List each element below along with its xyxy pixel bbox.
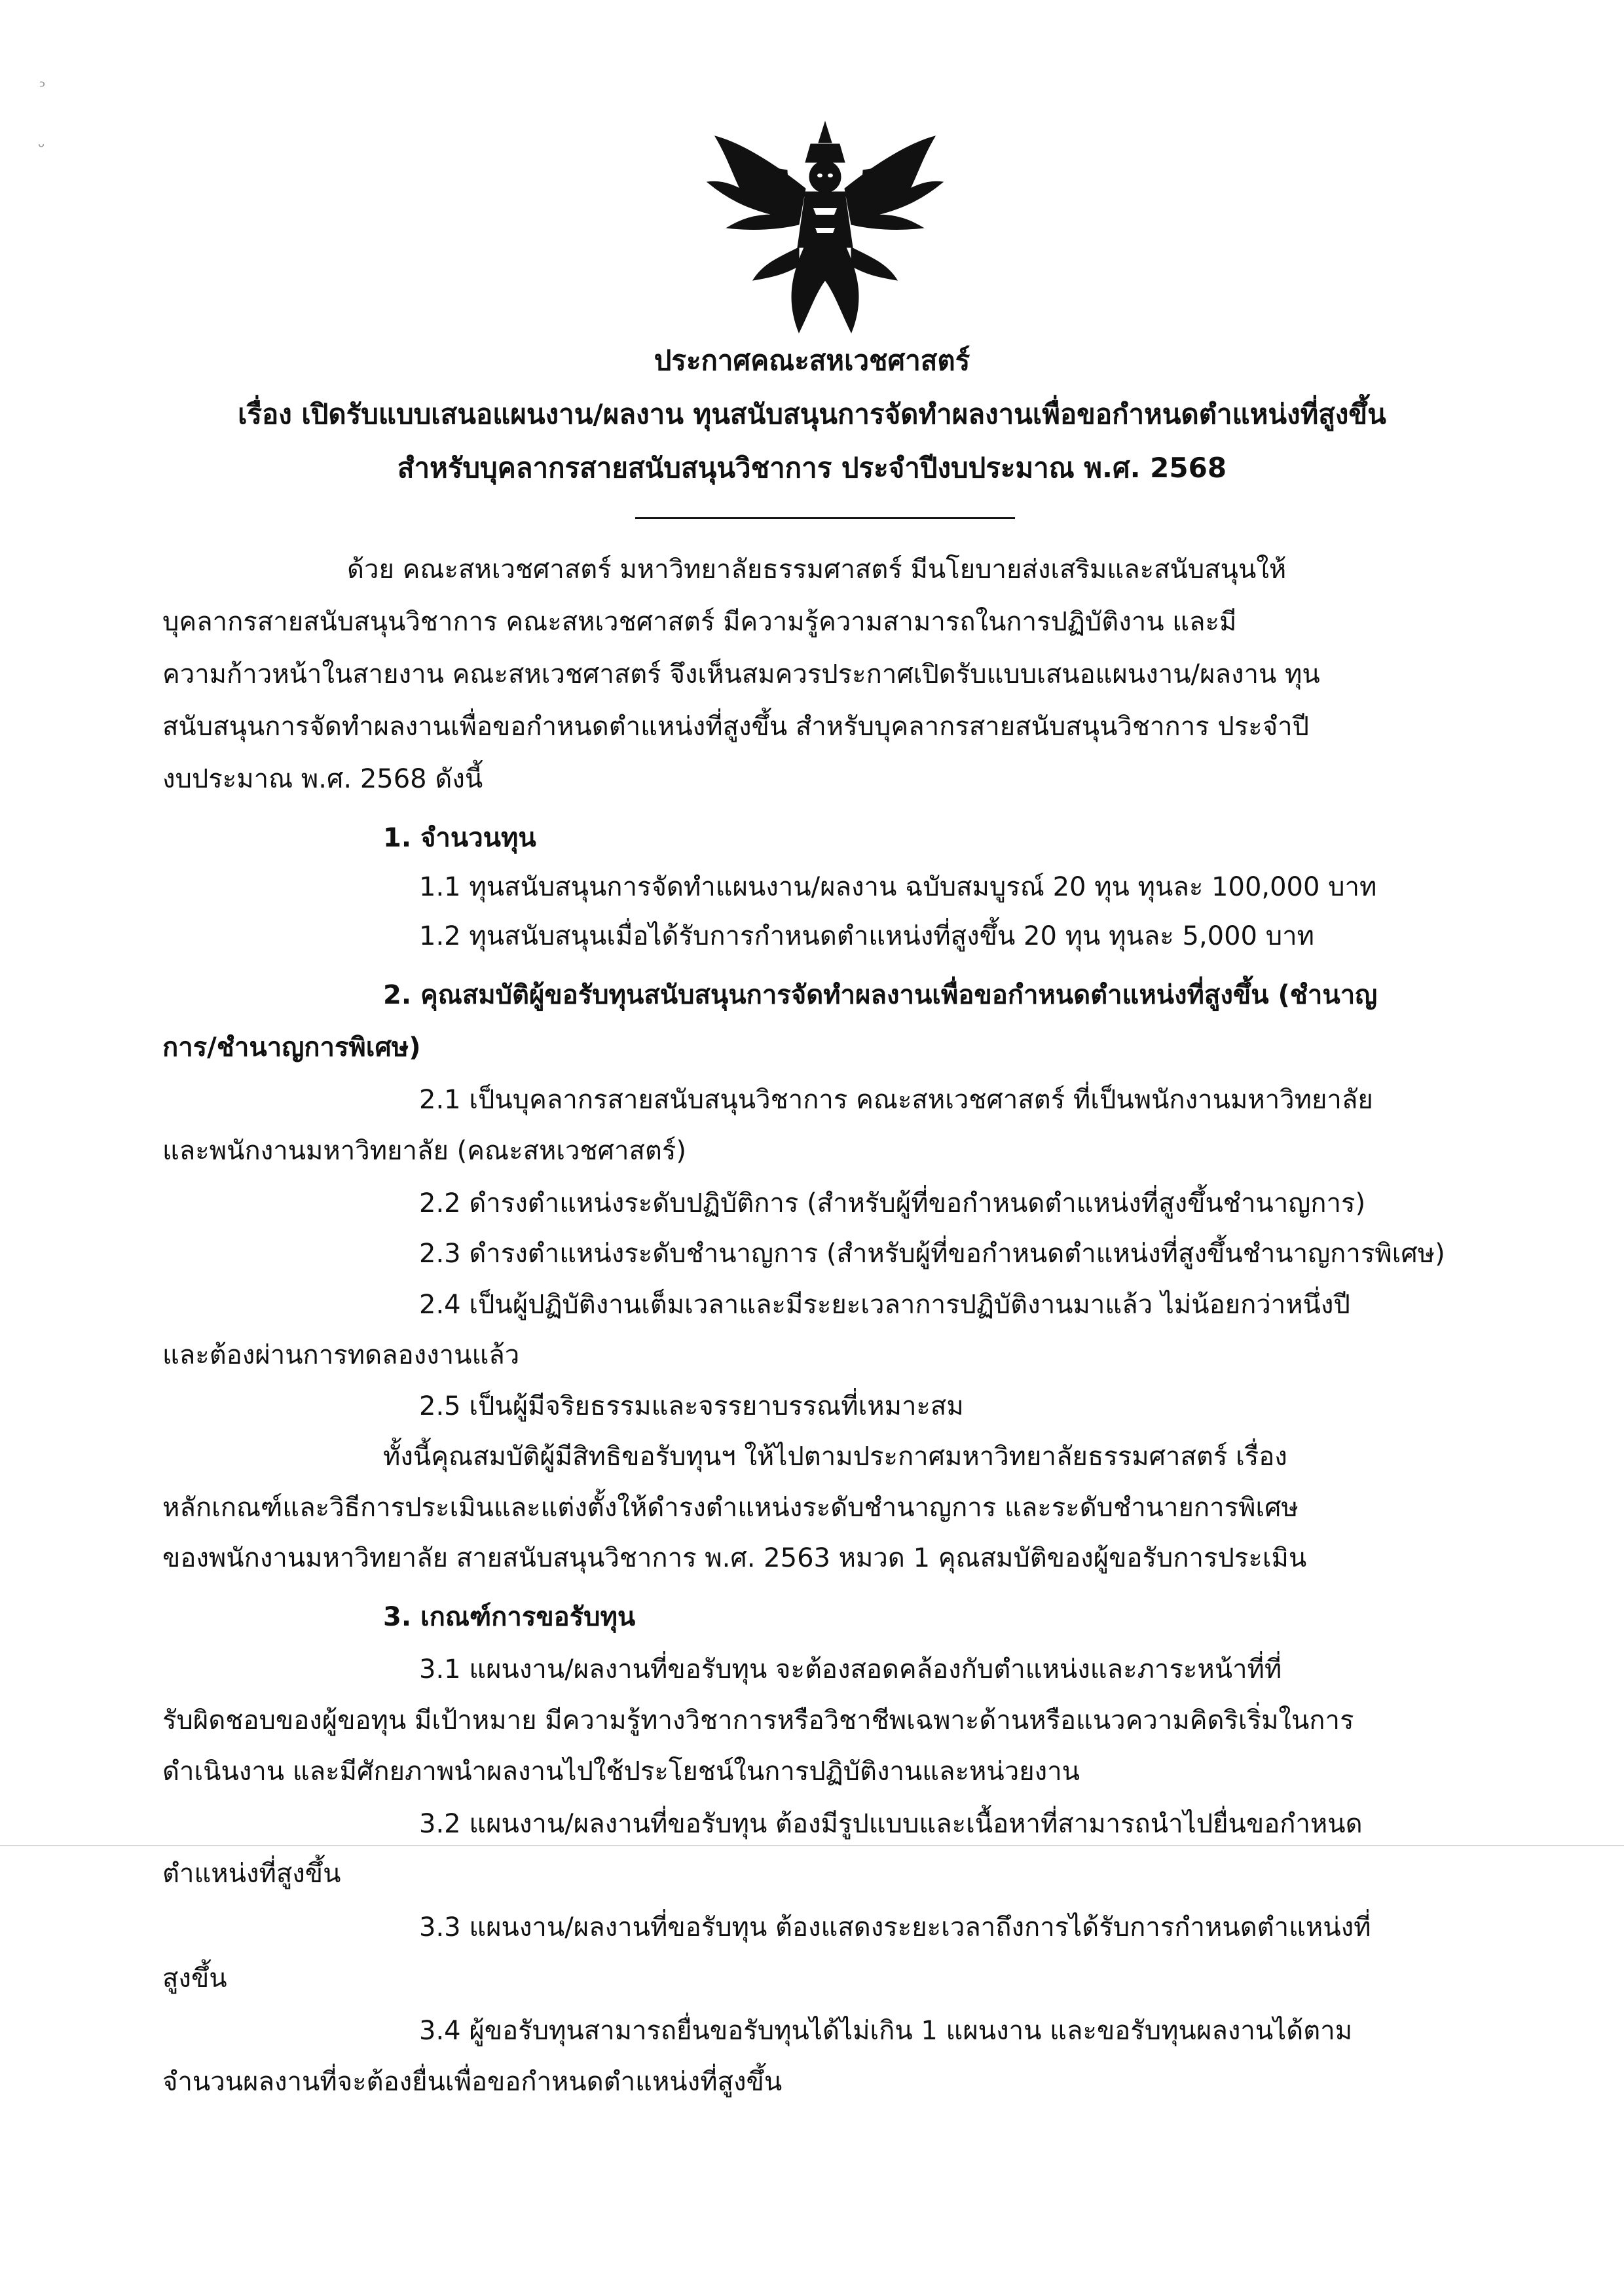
note-line: ของพนักงานมหาวิทยาลัย สายสนับสนุนวิชาการ พ.ศ. 2563 หมวด 1 คุณสมบัติของผู้ขอรับการประเมิน: [162, 1543, 1307, 1573]
section-heading-2-cont: การ/ชำนาญการพิเศษ): [162, 1032, 421, 1063]
margin-mark: ᵕ: [38, 137, 45, 157]
document-subtitle: สำหรับบุคลากรสายสนับสนุนวิชาการ ประจำปีงบประมาณ พ.ศ. 2568: [397, 452, 1227, 484]
list-item-cont: และต้องผ่านการทดลองงานแล้ว: [162, 1340, 520, 1370]
list-item: 2.2 ดำรงตำแหน่งระดับปฏิบัติการ (สำหรับผู้ที่ขอกำหนดตำแหน่งที่สูงขึ้นชำนาญการ): [419, 1188, 1366, 1218]
scan-fold-line: [0, 1845, 1624, 1846]
note-line: ทั้งนี้คุณสมบัติผู้มีสิทธิขอรับทุนฯ ให้ไปตามประกาศมหาวิทยาลัยธรรมศาสตร์ เรื่อง: [383, 1442, 1287, 1472]
list-item-cont: ตำแหน่งที่สูงขึ้น: [162, 1859, 341, 1889]
intro-line: บุคลากรสายสนับสนุนวิชาการ คณะสหเวชศาสตร์ มีความรู้ความสามารถในการปฏิบัติงาน และมี: [162, 607, 1237, 637]
list-item: 1.2 ทุนสนับสนุนเมื่อได้รับการกำหนดตำแหน่งที่สูงขึ้น 20 ทุน ทุนละ 5,000 บาท: [419, 921, 1314, 951]
intro-line: ความก้าวหน้าในสายงาน คณะสหเวชศาสตร์ จึงเห็นสมควรประกาศเปิดรับแบบเสนอแผนงาน/ผลงาน ทุน: [162, 659, 1320, 689]
list-item: 2.4 เป็นผู้ปฏิบัติงานเต็มเวลาและมีระยะเวลาการปฏิบัติงานมาแล้ว ไม่น้อยกว่าหนึ่งปี: [419, 1290, 1350, 1320]
list-item-cont: ดำเนินงาน และมีศักยภาพนำผลงานไปใช้ประโยชน์ในการปฏิบัติงานและหน่วยงาน: [162, 1757, 1080, 1787]
section-heading-3: 3. เกณฑ์การขอรับทุน: [383, 1602, 636, 1632]
list-item: 1.1 ทุนสนับสนุนการจัดทำแผนงาน/ผลงาน ฉบับสมบูรณ์ 20 ทุน ทุนละ 100,000 บาท: [419, 872, 1377, 902]
list-item: 3.1 แผนงาน/ผลงานที่ขอรับทุน จะต้องสอดคล้องกับตำแหน่งและภาระหน้าที่ที่: [419, 1654, 1282, 1685]
section-heading-2: 2. คุณสมบัติผู้ขอรับทุนสนับสนุนการจัดทำผลงานเพื่อขอกำหนดตำแหน่งที่สูงขึ้น (ชำนาญ: [383, 980, 1378, 1010]
list-item-cont: และพนักงานมหาวิทยาลัย (คณะสหเวชศาสตร์): [162, 1136, 686, 1166]
list-item: 2.1 เป็นบุคลากรสายสนับสนุนวิชาการ คณะสหเวชศาสตร์ ที่เป็นพนักงานมหาวิทยาลัย: [419, 1085, 1373, 1115]
list-item: 2.5 เป็นผู้มีจริยธรรมและจรรยาบรรณที่เหมาะสม: [419, 1391, 964, 1421]
intro-line: สนับสนุนการจัดทำผลงานเพื่อขอกำหนดตำแหน่งที่สูงขึ้น สำหรับบุคลากรสายสนับสนุนวิชาการ ประจำปี: [162, 712, 1310, 742]
list-item: 3.3 แผนงาน/ผลงานที่ขอรับทุน ต้องแสดงระยะเวลาถึงการได้รับการกำหนดตำแหน่งที่: [419, 1912, 1371, 1942]
list-item-cont: จำนวนผลงานที่จะต้องยื่นเพื่อขอกำหนดตำแหน่งที่สูงขึ้น: [162, 2067, 783, 2097]
intro-line: งบประมาณ พ.ศ. 2568 ดังนี้: [162, 764, 483, 794]
list-item: 3.4 ผู้ขอรับทุนสามารถยื่นขอรับทุนได้ไม่เกิน 1 แผนงาน และขอรับทุนผลงานได้ตาม: [419, 2016, 1353, 2046]
title-underline: [635, 517, 1015, 519]
intro-line: ด้วย คณะสหเวชศาสตร์ มหาวิทยาลัยธรรมศาสตร์ มีนโยบายส่งเสริมและสนับสนุนให้: [347, 555, 1287, 585]
list-item: 2.3 ดำรงตำแหน่งระดับชำนาญการ (สำหรับผู้ที่ขอกำหนดตำแหน่งที่สูงขึ้นชำนาญการพิเศษ): [419, 1239, 1445, 1269]
document-subject: เรื่อง เปิดรับแบบเสนอแผนงาน/ผลงาน ทุนสนับสนุนการจัดทำผลงานเพื่อขอกำหนดตำแหน่งที่สูงขึ้น: [238, 398, 1386, 430]
garuda-emblem: [701, 117, 950, 339]
list-item: 3.2 แผนงาน/ผลงานที่ขอรับทุน ต้องมีรูปแบบและเนื้อหาที่สามารถนำไปยื่นขอกำหนด: [419, 1809, 1363, 1839]
list-item-cont: สูงขึ้น: [162, 1963, 227, 1994]
margin-mark: ᵓ: [39, 77, 46, 97]
section-heading-1: 1. จำนวนทุน: [383, 823, 536, 853]
note-line: หลักเกณฑ์และวิธีการประเมินและแต่งตั้งให้ดำรงตำแหน่งระดับชำนาญการ และระดับชำนายการพิเศษ: [162, 1493, 1299, 1523]
page-title: ประกาศคณะสหเวชศาสตร์: [654, 344, 970, 376]
list-item-cont: รับผิดชอบของผู้ขอทุน มีเป้าหมาย มีความรู้ทางวิชาการหรือวิชาชีพเฉพาะด้านหรือแนวความคิดริเริ่มในการ: [162, 1705, 1354, 1736]
